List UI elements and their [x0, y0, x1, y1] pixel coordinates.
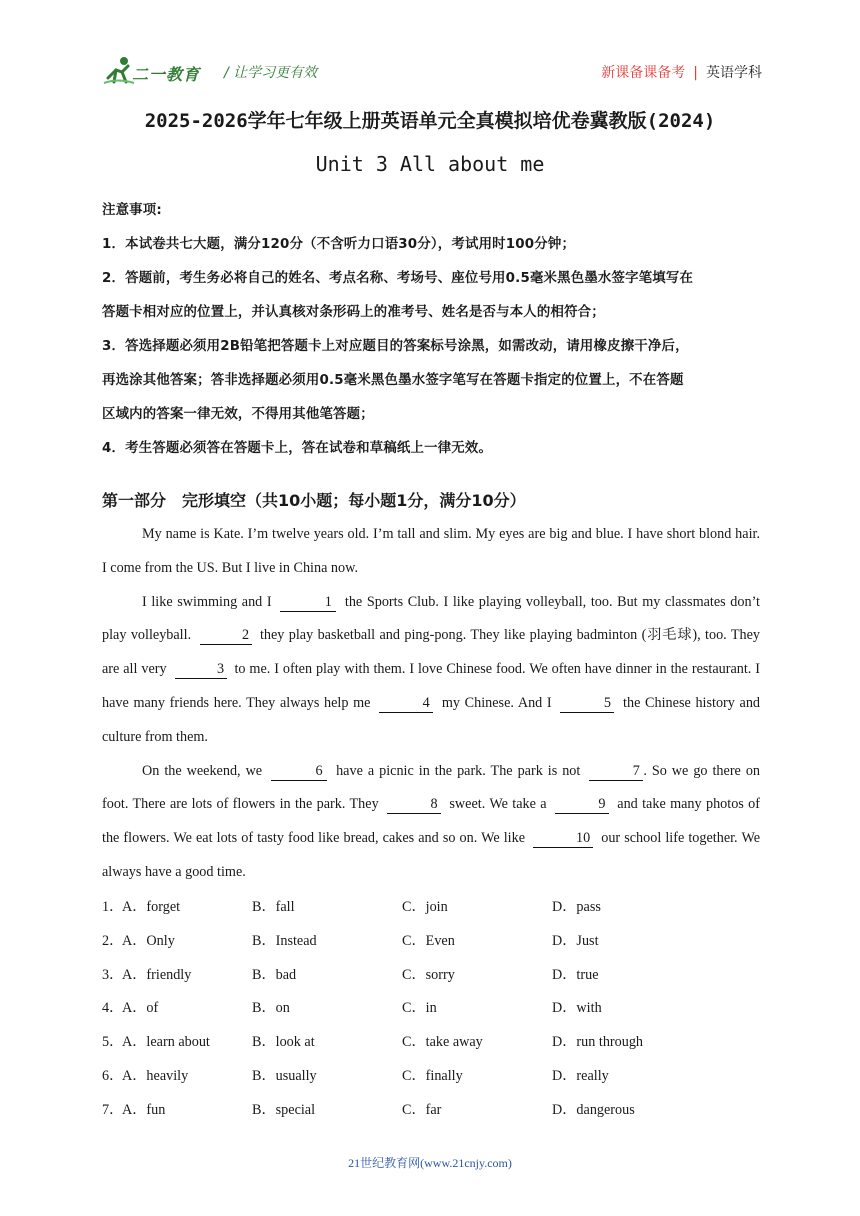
blank-9: 9	[555, 795, 609, 814]
blank-4: 4	[379, 694, 433, 713]
passage-paragraph-1: My name is Kate. I’m twelve years old. I’m tall and slim. My eyes are big and blue. I have short blond hair. I come from the US. But I live in China now.	[102, 526, 760, 576]
option-row	[102, 1094, 762, 1128]
option-b: B．special	[252, 1101, 316, 1118]
page-header	[102, 56, 762, 96]
option-b: B．look at	[252, 1034, 315, 1051]
option-a: A．Only	[122, 932, 175, 949]
option-c: C．in	[402, 1000, 437, 1017]
exam-title: 2025-2026学年七年级上册英语单元全真模拟培优卷冀教版(2024)	[144, 110, 716, 132]
option-d: D．pass	[552, 899, 601, 915]
option-b: B．fall	[252, 899, 295, 915]
passage-text: sweet. We take a	[449, 796, 547, 813]
blank-6: 6	[271, 762, 327, 781]
passage-text: and take many photos of the flowers. We eat lots of tasty food like bread, cakes and so on. We like	[102, 796, 760, 847]
option-row	[102, 1026, 762, 1060]
blank-1: 1	[280, 593, 336, 612]
option-a: A．friendly	[122, 966, 192, 983]
option-b: B．usually	[252, 1067, 317, 1084]
passage-text: my Chinese. And I	[441, 694, 552, 711]
option-c: C．Even	[402, 932, 455, 949]
option-d: D．with	[552, 1000, 602, 1017]
passage-paragraph-2	[102, 586, 760, 755]
blank-3: 3	[175, 660, 227, 679]
header-separator: |	[693, 65, 698, 81]
section-title: 第一部分 完形填空（共10小题；每小题1分，满分10分）	[102, 491, 526, 510]
notice-block	[102, 194, 764, 466]
option-row	[102, 992, 762, 1026]
question-number: 7．	[102, 1101, 124, 1118]
header-right	[601, 62, 762, 82]
question-number: 4．	[102, 1000, 124, 1017]
passage-text: the Sports Club. I like playing volleyball, too. But my classmates don’t play volleyball.	[102, 593, 760, 644]
passage-text: to me. I often play with them. I love Chinese food. We often have dinner in the restaurant. I have many friends here. They always help me	[102, 661, 761, 711]
blank-10: 10	[533, 829, 593, 848]
option-c: C．sorry	[402, 966, 455, 983]
notice-line: 区域内的答案一律无效，不得用其他笔答题；	[102, 407, 374, 422]
option-row	[102, 959, 762, 993]
question-number: 1．	[102, 899, 124, 915]
cloze-passage	[102, 518, 760, 890]
blank-8: 8	[387, 795, 441, 814]
question-number: 5．	[102, 1034, 124, 1051]
notice-line: 1．本试卷共七大题，满分120分（不含听力口语30分），考试用时100分钟；	[102, 237, 576, 252]
notice-line: 4．考生答题必须答在答题卡上，答在试卷和草稿纸上一律无效。	[102, 441, 493, 456]
option-d: D．true	[552, 966, 599, 983]
notice-line: 3．答选择题必须用2B铅笔把答题卡上对应题目的答案标号涂黑，如需改动，请用橡皮擦干净后，	[102, 339, 689, 354]
passage-text: the Chinese history and culture from them.	[102, 694, 761, 745]
passage-text: I like swimming and I	[142, 593, 272, 610]
slogan: / 让学习更有效	[224, 65, 318, 81]
option-c: C．join	[402, 899, 448, 915]
question-number: 3．	[102, 966, 124, 983]
notice-line: 答题卡相对应的位置上，并认真核对条形码上的准考号、姓名是否与本人的相符合；	[102, 305, 605, 320]
option-row	[102, 925, 762, 959]
option-c: C．finally	[402, 1067, 463, 1084]
logo	[102, 56, 214, 90]
blank-7: 7	[589, 762, 643, 781]
option-b: B．Instead	[252, 932, 317, 949]
footer-link[interactable]: 21世纪教育网(www.21cnjy.com)	[348, 1156, 512, 1170]
passage-paragraph-3	[102, 755, 760, 890]
passage-text: have a picnic in the park. The park is not	[336, 762, 581, 779]
question-number: 6．	[102, 1067, 124, 1084]
passage-text: they play basketball and ping-pong. They like playing badminton (羽毛球), too. They are all very	[102, 627, 761, 678]
unit-title: Unit 3 All about me	[315, 152, 545, 176]
runner-logo-icon	[102, 56, 136, 86]
option-d: D．run through	[552, 1034, 644, 1051]
answer-options	[102, 891, 762, 1128]
passage-text: our school life together. We always have a good time.	[102, 830, 760, 880]
logo-text: 二一教育	[132, 65, 201, 84]
question-number: 2．	[102, 932, 124, 949]
notice-line: 2．答题前，考生务必将自己的姓名、考点名称、考场号、座位号用0.5毫米黑色墨水签字笔填写在	[102, 271, 694, 286]
blank-5: 5	[560, 694, 614, 713]
passage-text: . So we go there on foot. There are lots of flowers in the park. They	[102, 762, 761, 813]
option-row	[102, 891, 762, 925]
notice-line: 再选涂其他答案；答非选择题必须用0.5毫米黑色墨水签字笔写在答题卡指定的位置上，不在答题	[102, 373, 684, 388]
option-d: D．Just	[552, 932, 599, 949]
option-c: C．far	[402, 1101, 442, 1118]
header-subject: 英语学科	[706, 65, 762, 81]
option-row	[102, 1060, 762, 1094]
option-a: A．forget	[122, 899, 181, 915]
option-b: B．bad	[252, 966, 297, 983]
option-b: B．on	[252, 1000, 290, 1017]
option-c: C．take away	[402, 1034, 483, 1051]
option-a: A．fun	[122, 1101, 166, 1118]
option-d: D．dangerous	[552, 1101, 635, 1118]
option-a: A．heavily	[122, 1067, 189, 1084]
option-d: D．really	[552, 1067, 609, 1084]
option-a: A．of	[122, 1000, 159, 1017]
blank-2: 2	[200, 626, 252, 645]
header-category: 新课备课备考	[601, 65, 686, 81]
passage-text: On the weekend, we	[142, 762, 263, 779]
notice-heading: 注意事项:	[102, 203, 162, 218]
option-a: A．learn about	[122, 1034, 210, 1051]
